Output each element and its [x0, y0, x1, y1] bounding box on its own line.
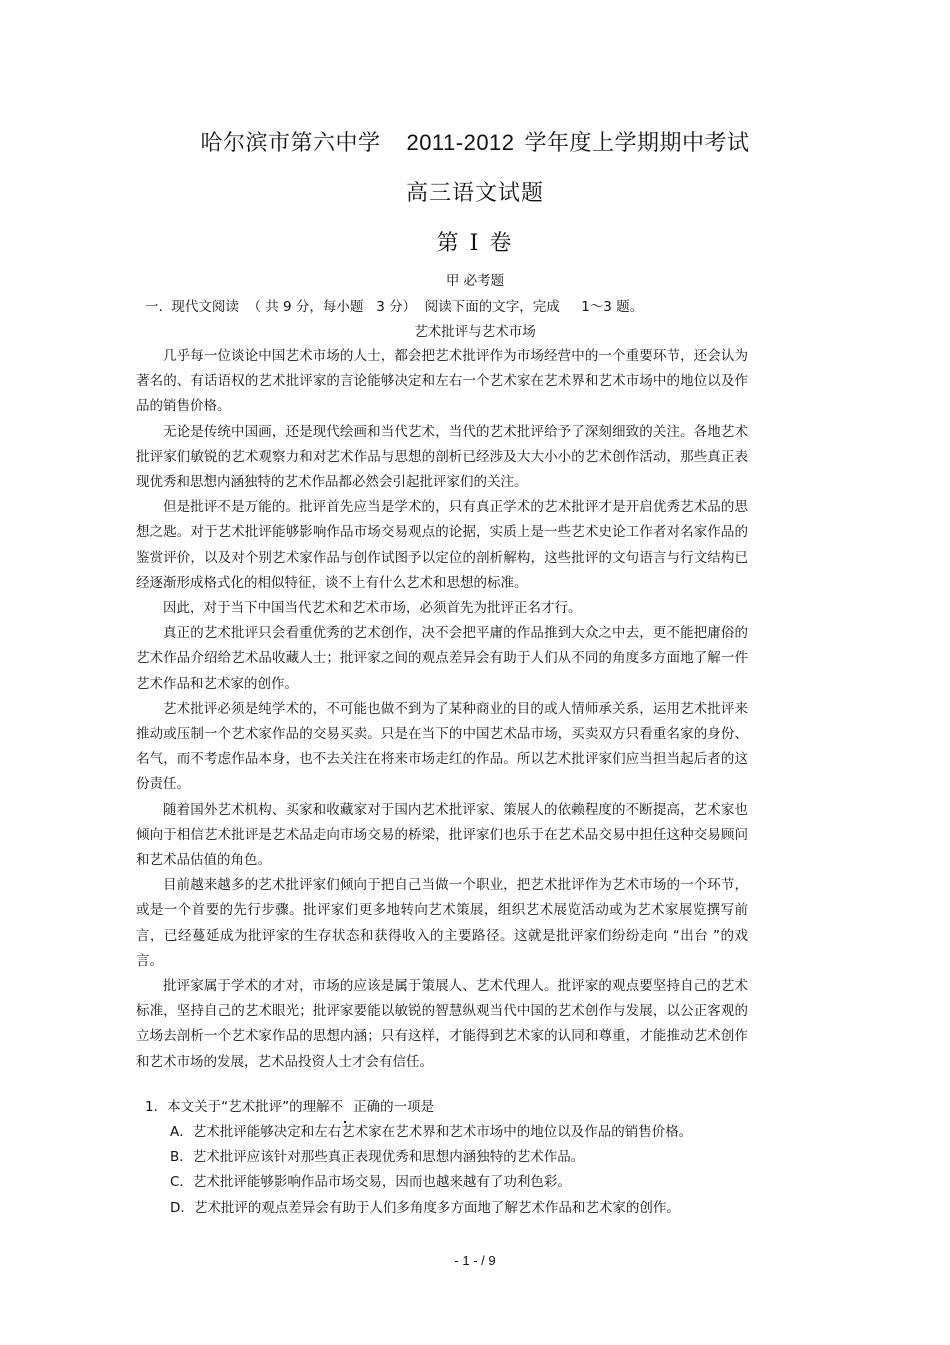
- article-paragraph: 目前越来越多的艺术批评家们倾向于把自己当做一个职业，把艺术批评作为艺术市场的一个环节，或是一个首要的先行步骤。批评家们更多地转向艺术策展，组织艺术展览活动或为艺术家展览撰写前言，已经蔓延成为批评家的生存状态和获得收入的主要路径。这就是批评家们纷纷走向 “出台 ”的戏言。: [136, 877, 748, 969]
- article-paragraph: 随着国外艺术机构、买家和收藏家对于国内艺术批评家、策展人的依赖程度的不断提高，艺术家也倾向于相信艺术批评是艺术品走向市场交易的桥梁，批评家们也乐于在艺术品交易中担任这种交易顾问和艺术品估值的角色。: [136, 801, 748, 869]
- volume-heading: 第 I 卷: [436, 231, 514, 256]
- article-paragraph: 真正的艺术批评只会看重优秀的艺术创作，决不会把平庸的作品推到大众之中去，更不能把庸俗的艺术作品介绍给艺术品收藏人士；批评家之间的观点差异会有助于人们从不同的角度多方面地了解一件艺术作品和艺术家的创作。: [136, 625, 748, 692]
- option-a: A．艺术批评能够决定和左右艺术家在艺术界和艺术市场中的地位以及作品的销售价格。: [170, 1124, 693, 1140]
- question-1-stem: [145, 1095, 785, 1115]
- article-body: [136, 344, 748, 1075]
- exam-subtitle: 高三语文试题: [405, 181, 544, 206]
- school-name: 哈尔滨市第六中学: [200, 131, 381, 156]
- article-paragraph: 因此，对于当下中国当代艺术和艺术市场，必须首先为批评正名才行。: [163, 600, 582, 617]
- article-paragraph: 艺术批评必须是纯学术的，不可能也做不到为了某种商业的目的或人情师承关系，运用艺术批评来推动或压制一个艺术家作品的交易买卖。只是在当下的中国艺术品市场，买卖双方只看重名家的身份、名气，而不考虑作品本身，也不去关注在将来市场走红的作品。所以艺术批评家们应当担当起后者的这份责任。: [136, 700, 748, 793]
- exam-title: [0, 126, 950, 157]
- section-label: 甲 必考题: [445, 273, 505, 289]
- option-b: B．艺术批评应该针对那些真正表现优秀和思想内涵独特的艺术作品。: [170, 1149, 585, 1166]
- page-number: - 1 - / 9: [454, 1253, 496, 1268]
- question-stem-after: 正确的一项是: [353, 1099, 435, 1115]
- exam-name: 学年度上学期期中考试: [524, 131, 750, 156]
- reading-instructions: 一. 现代文阅读 （ 共 9 分，每小题 3 分） 阅读下面的文字，完成 1～3 题。: [145, 299, 644, 315]
- article-title: 艺术批评与艺术市场: [414, 324, 536, 340]
- question-stem-before: 1．本文关于“艺术批评”的理解不: [145, 1099, 344, 1115]
- article-paragraph: 无论是传统中国画，还是现代绘画和当代艺术，当代的艺术批评给予了深刻细致的关注。各地艺术批评家们敏锐的艺术观察力和对艺术作品与思想的剖析已经涉及大大小小的艺术创作活动，那些真正表现优秀和思想内涵独特的艺术作品都必然会引起批评家们的关注。: [136, 423, 748, 491]
- option-c: C．艺术批评能够影响作品市场交易，因而也越来越有了功利色彩。: [170, 1174, 571, 1191]
- school-year: 2011-2012: [406, 130, 515, 155]
- option-d: D．艺术批评的观点差异会有助于人们多角度多方面地了解艺术作品和艺术家的创作。: [170, 1199, 680, 1216]
- question-1-options: [170, 1120, 790, 1221]
- article-paragraph: 但是批评不是万能的。批评首先应当是学术的，只有真正学术的艺术批评才是开启优秀艺术品的思想之匙。对于艺术批评能够影响作品市场交易观点的论据，实质上是一些艺术史论工作者对名家作品的鉴赏评价，以及对个别艺术家作品与创作试图予以定位的剖析解构，这些批评的文句语言与行文结构已经逐渐形成格式化的相似特征，谈不上有什么艺术和思想的标准。: [136, 499, 748, 591]
- article-paragraph: 批评家属于学术的才对，市场的应该是属于策展人、艺术代理人。批评家的观点要坚持自己的艺术标准，坚持自己的艺术眼光；批评家要能以敏锐的智慧纵观当代中国的艺术创作与发展，以公正客观的立场去剖析一个艺术家作品的思想内涵；只有这样，才能得到艺术家的认同和尊重，才能推动艺术创作和艺术市场的发展，艺术品投资人士才会有信任。: [136, 978, 748, 1070]
- article-paragraph: 几乎每一位谈论中国艺术市场的人士，都会把艺术批评作为市场经营中的一个重要环节，还会认为著名的、有话语权的艺术批评家的言论能够决定和左右一个艺术家在艺术界和艺术市场中的地位以及作品的销售价格。: [136, 348, 748, 415]
